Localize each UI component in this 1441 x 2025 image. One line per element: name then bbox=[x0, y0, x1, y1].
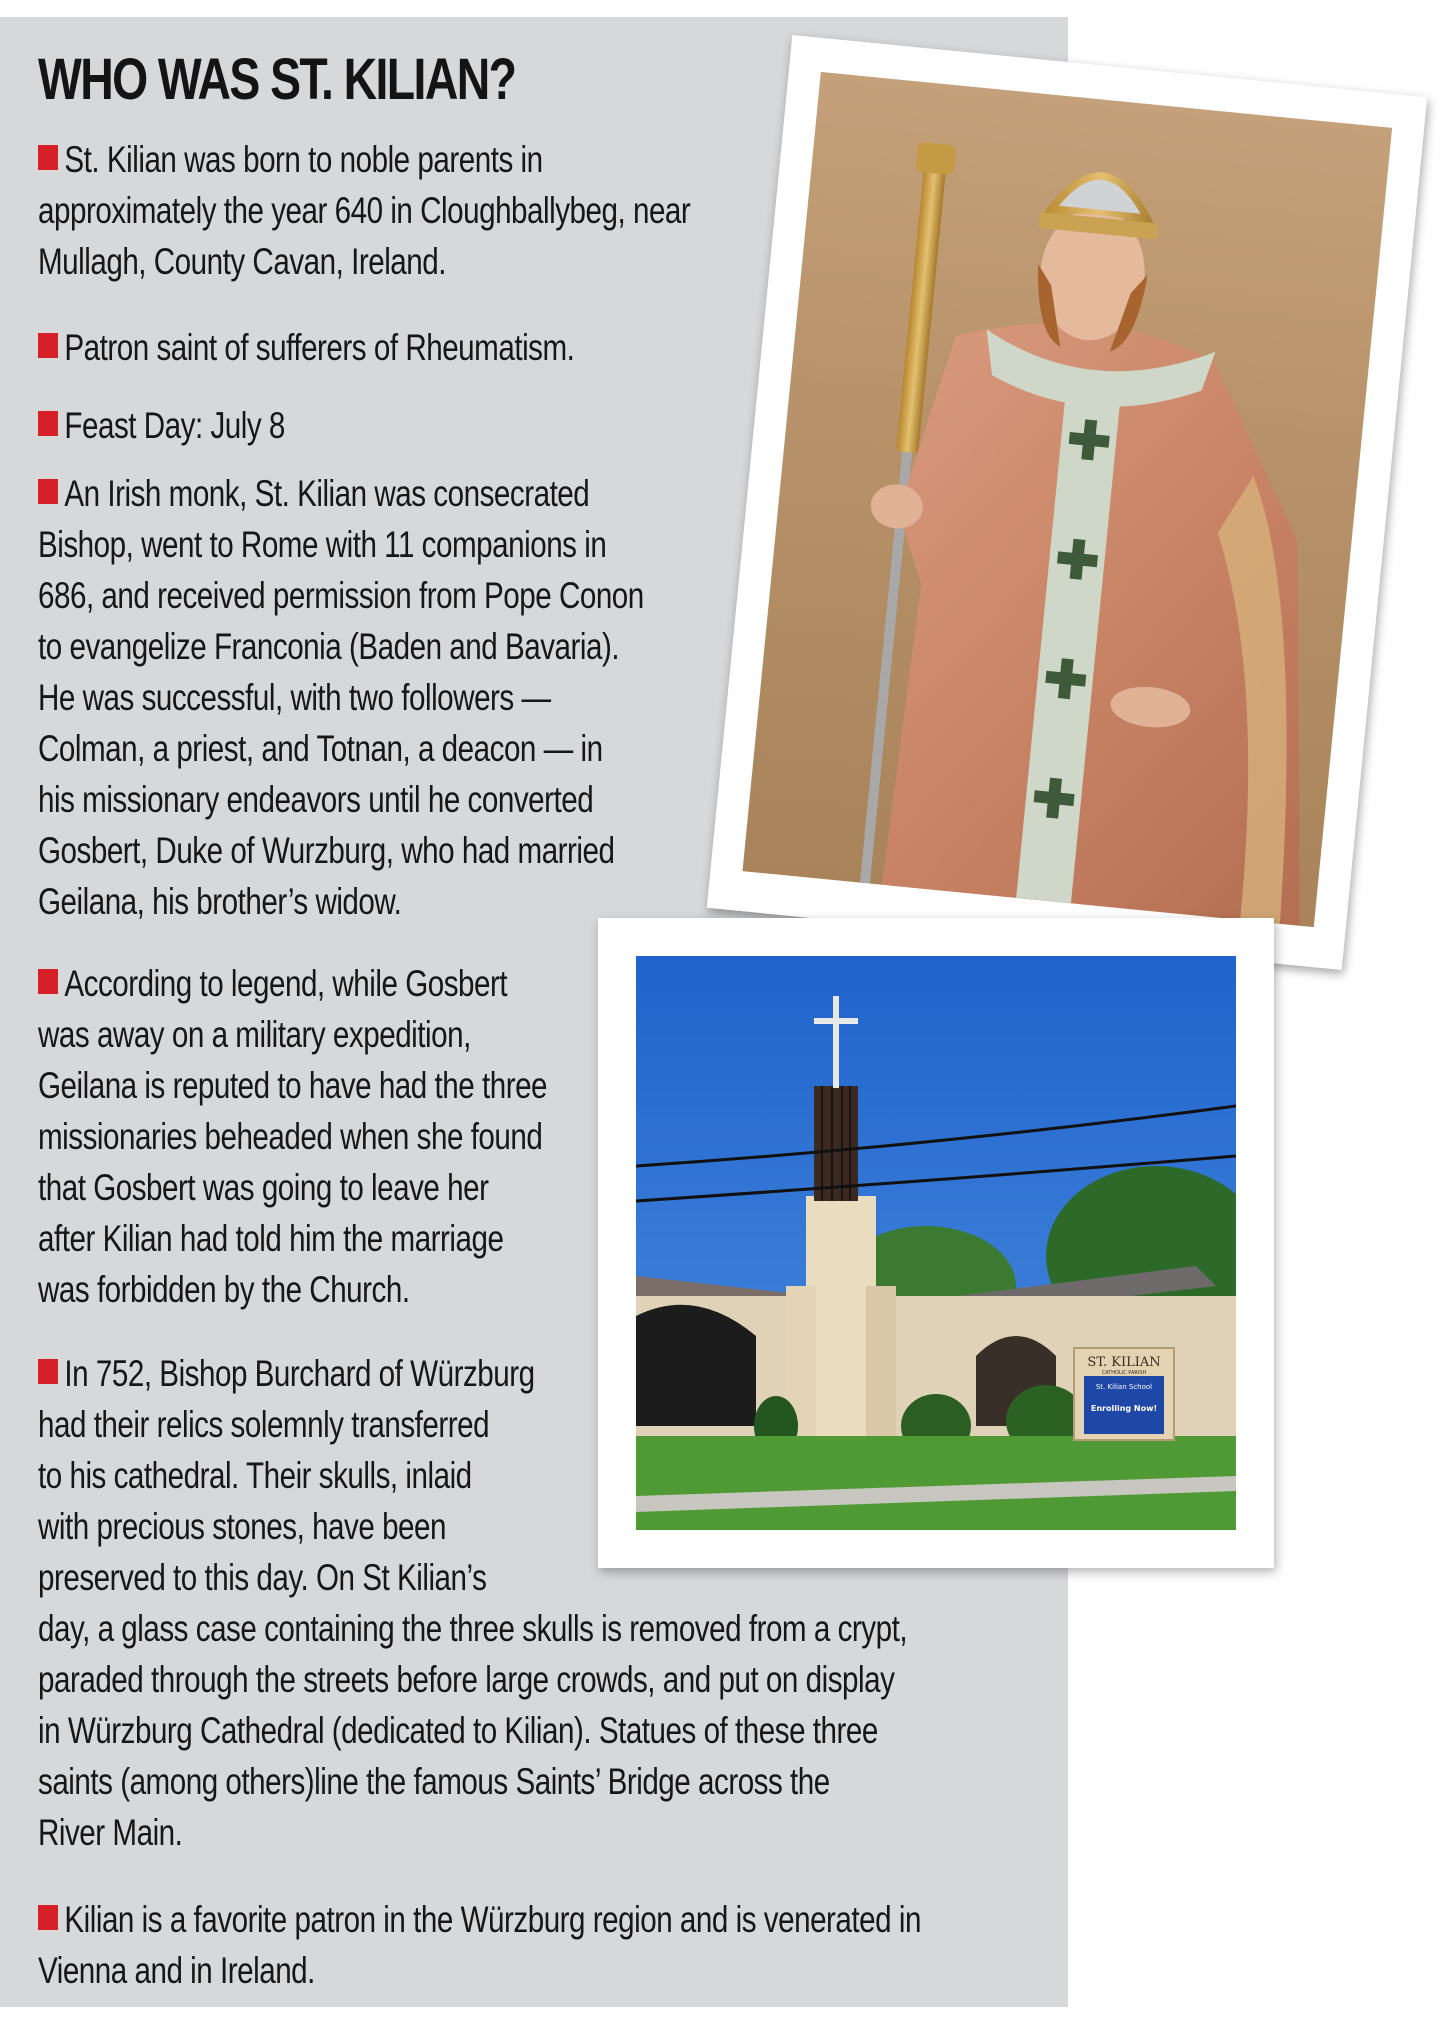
paragraph-line: to evangelize Franconia (Baden and Bavaria). bbox=[38, 626, 620, 667]
bullet-square bbox=[38, 145, 58, 170]
paragraph-line: preserved to this day. On St Kilian’s bbox=[38, 1557, 487, 1598]
paragraph-line: saints (among others)line the famous Saints’ Bridge across the bbox=[38, 1761, 830, 1802]
paragraph-line: approximately the year 640 in Cloughballybeg, near bbox=[38, 190, 691, 231]
paragraph-line: was forbidden by the Church. bbox=[38, 1269, 410, 1310]
paragraph-line: in Würzburg Cathedral (dedicated to Kilian). Statues of these three bbox=[38, 1710, 878, 1751]
paragraph-line: paraded through the streets before large crowds, and put on display bbox=[38, 1659, 895, 1700]
saint-statue-photo bbox=[707, 35, 1428, 970]
paragraph-veneration bbox=[38, 1894, 921, 1996]
paragraph-line: Gosbert, Duke of Wurzburg, who had married bbox=[38, 830, 615, 871]
paragraph-line: was away on a military expedition, bbox=[38, 1014, 471, 1055]
bullet-square bbox=[38, 1359, 58, 1384]
paragraph-line: Bishop, went to Rome with 11 companions in bbox=[38, 524, 607, 565]
paragraph-line: with precious stones, have been bbox=[38, 1506, 447, 1547]
bullet-square bbox=[38, 333, 58, 358]
paragraph-line: had their relics solemnly transferred bbox=[38, 1404, 490, 1445]
church-sign-banner: Enrolling Now! bbox=[1090, 1404, 1158, 1413]
paragraph-birth bbox=[38, 134, 690, 287]
paragraph-line: day, a glass case containing the three skulls is removed from a crypt, bbox=[38, 1608, 908, 1649]
paragraph-patron bbox=[38, 322, 574, 373]
paragraph-line: Mullagh, County Cavan, Ireland. bbox=[38, 241, 446, 282]
paragraph-line: 686, and received permission from Pope Conon bbox=[38, 575, 644, 616]
paragraph-line: An Irish monk, St. Kilian was consecrated bbox=[38, 468, 644, 519]
church-sign-school: St. Kilian School bbox=[1095, 1383, 1153, 1391]
bullet-square bbox=[38, 1905, 58, 1930]
article-title: WHO WAS ST. KILIAN? bbox=[38, 47, 516, 112]
paragraph-line: Patron saint of sufferers of Rheumatism. bbox=[38, 322, 574, 373]
paragraph-monk bbox=[38, 468, 644, 927]
paragraph-line: Vienna and in Ireland. bbox=[38, 1950, 315, 1991]
paragraph-line: Geilana is reputed to have had the three bbox=[38, 1065, 548, 1106]
paragraph-line: to his cathedral. Their skulls, inlaid bbox=[38, 1455, 472, 1496]
paragraph-line: Geilana, his brother’s widow. bbox=[38, 881, 402, 922]
paragraph-line: Feast Day: July 8 bbox=[38, 400, 285, 451]
bullet-square bbox=[38, 411, 58, 436]
church-sign-name: ST. KILIAN bbox=[1087, 1355, 1161, 1370]
paragraph-line: his missionary endeavors until he converted bbox=[38, 779, 594, 820]
paragraph-line: that Gosbert was going to leave her bbox=[38, 1167, 489, 1208]
paragraph-line: River Main. bbox=[38, 1812, 183, 1853]
church-sign-subtitle: CATHOLIC PARISH bbox=[1101, 1370, 1147, 1376]
bullet-square bbox=[38, 969, 58, 994]
paragraph-line: In 752, Bishop Burchard of Würzburg bbox=[38, 1348, 907, 1399]
paragraph-line: According to legend, while Gosbert bbox=[38, 958, 547, 1009]
paragraph-line: St. Kilian was born to noble parents in bbox=[38, 134, 690, 185]
paragraph-legend bbox=[38, 958, 547, 1315]
church-photo bbox=[598, 918, 1274, 1568]
paragraph-feast-day bbox=[38, 400, 285, 451]
bullet-square bbox=[38, 479, 58, 504]
paragraph-line: He was successful, with two followers — bbox=[38, 677, 551, 718]
paragraph-line: after Kilian had told him the marriage bbox=[38, 1218, 504, 1259]
saint-statue-image bbox=[742, 72, 1392, 927]
paragraph-line: Kilian is a favorite patron in the Würzburg region and is venerated in bbox=[38, 1894, 921, 1945]
paragraph-line: missionaries beheaded when she found bbox=[38, 1116, 543, 1157]
church-image bbox=[636, 956, 1236, 1530]
paragraph-line: Colman, a priest, and Totnan, a deacon — in bbox=[38, 728, 603, 769]
